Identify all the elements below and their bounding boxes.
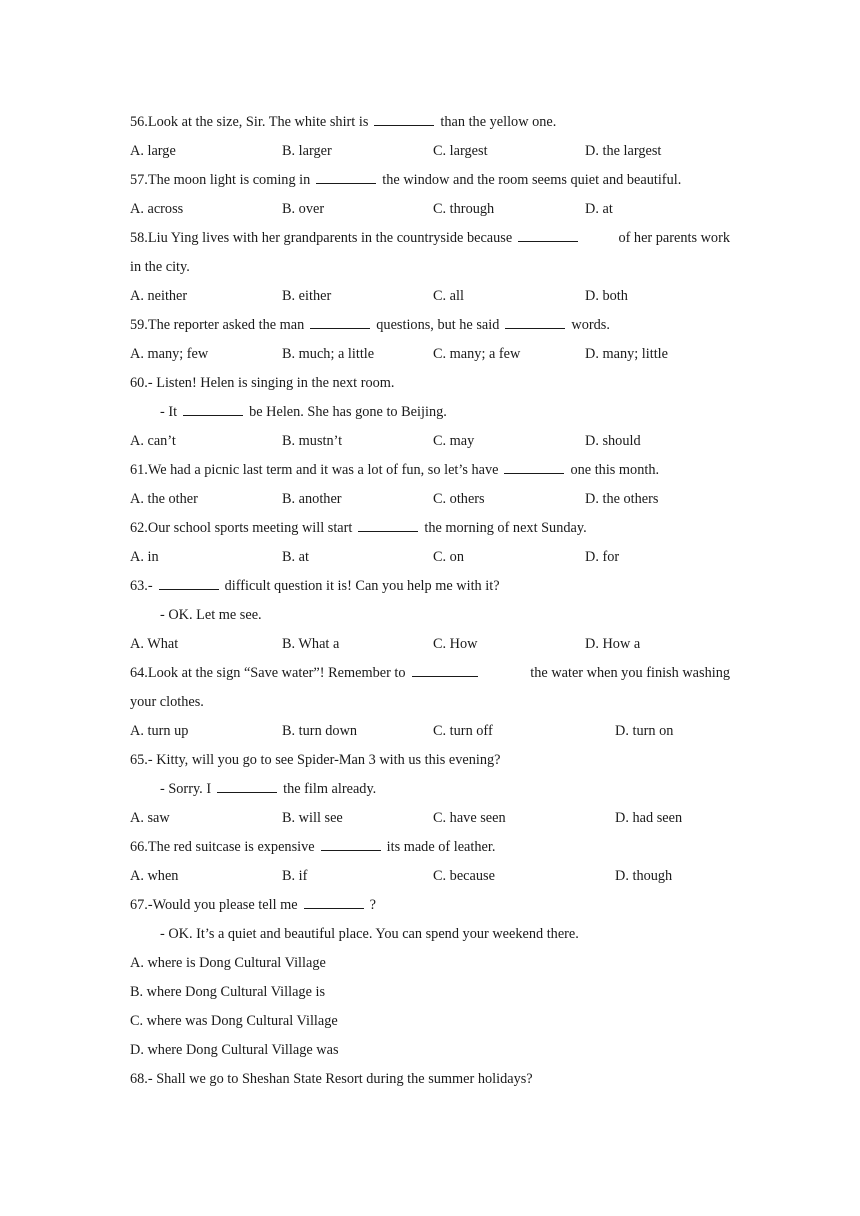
option-a: A. can’t: [130, 433, 176, 449]
question-text: 59.The reporter asked the man: [130, 317, 305, 333]
option-a: A. neither: [130, 288, 188, 304]
option-b: B. if: [282, 868, 308, 884]
question-text: in the city.: [130, 259, 190, 275]
answer-blank: [159, 575, 219, 590]
option-a: A. turn up: [130, 723, 189, 739]
question-67: [130, 891, 730, 920]
question-text: 62.Our school sports meeting will start: [130, 520, 353, 536]
options-61: [130, 485, 730, 514]
option-c: C. because: [433, 868, 495, 884]
option-c: C. through: [433, 201, 495, 217]
question-65-reply: [130, 775, 730, 804]
options-60: [130, 427, 730, 456]
option-a: A. when: [130, 868, 179, 884]
option-a: A. the other: [130, 491, 198, 507]
option-d: D. at: [585, 201, 613, 217]
answer-blank: [321, 836, 381, 851]
option-c: C. others: [433, 491, 485, 507]
options-56: [130, 137, 730, 166]
options-58: [130, 282, 730, 311]
reply-text: - OK. Let me see.: [160, 607, 262, 623]
answer-blank: [374, 111, 434, 126]
answer-blank: [183, 401, 243, 416]
reply-text: the film already.: [283, 781, 377, 797]
answer-blank: [504, 459, 564, 474]
option-d: D. How a: [585, 636, 641, 652]
question-text: 58.Liu Ying lives with her grandparents in the countryside because: [130, 230, 513, 246]
option-d: D. where Dong Cultural Village was: [130, 1042, 339, 1058]
question-text: its made of leather.: [386, 839, 496, 855]
options-62: [130, 543, 730, 572]
option-d: D. though: [615, 868, 673, 884]
option-c: C. largest: [433, 143, 488, 159]
option-b: B. at: [282, 549, 310, 565]
option-c: C. many; a few: [433, 346, 521, 362]
answer-blank: [412, 662, 478, 677]
options-63: [130, 630, 730, 659]
option-c: C. How: [433, 636, 478, 652]
question-text: than the yellow one.: [440, 114, 557, 130]
options-66: [130, 862, 730, 891]
question-text: difficult question it is! Can you help me with it?: [224, 578, 500, 594]
question-text: the morning of next Sunday.: [424, 520, 587, 536]
question-text: one this month.: [570, 462, 660, 478]
question-text: your clothes.: [130, 694, 204, 710]
question-text: 65.- Kitty, will you go to see Spider-Man 3 with us this evening?: [130, 752, 501, 768]
question-text: 60.- Listen! Helen is singing in the next room.: [130, 375, 395, 391]
option-d: D. turn on: [615, 723, 674, 739]
question-list: [130, 108, 730, 1094]
reply-text: be Helen. She has gone to Beijing.: [249, 404, 447, 420]
option-b: B. will see: [282, 810, 343, 826]
reply-text: - It: [160, 404, 178, 420]
options-57: [130, 195, 730, 224]
question-text: 66.The red suitcase is expensive: [130, 839, 315, 855]
reply-text: - Sorry. I: [160, 781, 212, 797]
question-62: [130, 514, 730, 543]
option-c: C. have seen: [433, 810, 506, 826]
answer-blank: [316, 169, 376, 184]
option-b: B. another: [282, 491, 342, 507]
question-60-reply: [130, 398, 730, 427]
option-d: D. should: [585, 433, 641, 449]
option-c: C. all: [433, 288, 464, 304]
option-b: B. turn down: [282, 723, 358, 739]
question-text: 61.We had a picnic last term and it was a lot of fun, so let’s have: [130, 462, 499, 478]
question-60: [130, 369, 730, 398]
question-text: the window and the room seems quiet and beautiful.: [382, 172, 682, 188]
option-a: A. many; few: [130, 346, 209, 362]
question-63: [130, 572, 730, 601]
options-59: [130, 340, 730, 369]
question-text: 64.Look at the sign “Save water”! Remember to: [130, 665, 406, 681]
option-c: C. turn off: [433, 723, 493, 739]
question-text: ?: [369, 897, 376, 913]
option-b: B. mustn’t: [282, 433, 343, 449]
option-d: D. both: [585, 288, 628, 304]
question-text: 68.- Shall we go to Sheshan State Resort during the summer holidays?: [130, 1071, 533, 1087]
question-64: [130, 659, 730, 688]
answer-blank: [304, 894, 364, 909]
option-a: A. saw: [130, 810, 170, 826]
option-a: A. large: [130, 143, 176, 159]
option-b: B. larger: [282, 143, 332, 159]
question-59: [130, 311, 730, 340]
options-64: [130, 717, 730, 746]
answer-blank: [310, 314, 370, 329]
option-a: A. in: [130, 549, 159, 565]
option-b: B. where Dong Cultural Village is: [130, 984, 326, 1000]
question-56: [130, 108, 730, 137]
question-text: 56.Look at the size, Sir. The white shirt is: [130, 114, 369, 130]
answer-blank: [518, 227, 578, 242]
question-text: of her parents work: [618, 230, 730, 246]
option-b: B. either: [282, 288, 332, 304]
question-text: the water when you finish washing: [530, 665, 730, 681]
option-d: D. for: [585, 549, 620, 565]
options-65: [130, 804, 730, 833]
question-61: [130, 456, 730, 485]
question-68: [130, 1065, 730, 1094]
question-58: [130, 224, 730, 253]
question-57: [130, 166, 730, 195]
answer-blank: [358, 517, 418, 532]
question-66: [130, 833, 730, 862]
option-b: B. What a: [282, 636, 340, 652]
reply-text: - OK. It’s a quiet and beautiful place. You can spend your weekend there.: [160, 926, 579, 942]
option-b: B. over: [282, 201, 325, 217]
question-text: words.: [571, 317, 610, 333]
option-a: A. across: [130, 201, 184, 217]
option-d: D. many; little: [585, 346, 668, 362]
option-b: B. much; a little: [282, 346, 375, 362]
option-c: C. may: [433, 433, 475, 449]
option-d: D. had seen: [615, 810, 683, 826]
question-text: 57.The moon light is coming in: [130, 172, 311, 188]
answer-blank: [217, 778, 277, 793]
question-64-continued: [130, 688, 730, 717]
answer-blank: [505, 314, 565, 329]
question-text: 67.-Would you please tell me: [130, 897, 298, 913]
question-67-reply: [130, 920, 730, 949]
option-a: A. What: [130, 636, 179, 652]
option-d: D. the others: [585, 491, 659, 507]
option-d: D. the largest: [585, 143, 662, 159]
option-a: A. where is Dong Cultural Village: [130, 955, 326, 971]
option-c: C. on: [433, 549, 464, 565]
question-65: [130, 746, 730, 775]
option-c: C. where was Dong Cultural Village: [130, 1013, 338, 1029]
question-63-reply: [130, 601, 730, 630]
question-58-continued: [130, 253, 730, 282]
question-text: 63.-: [130, 578, 153, 594]
question-text: questions, but he said: [376, 317, 500, 333]
